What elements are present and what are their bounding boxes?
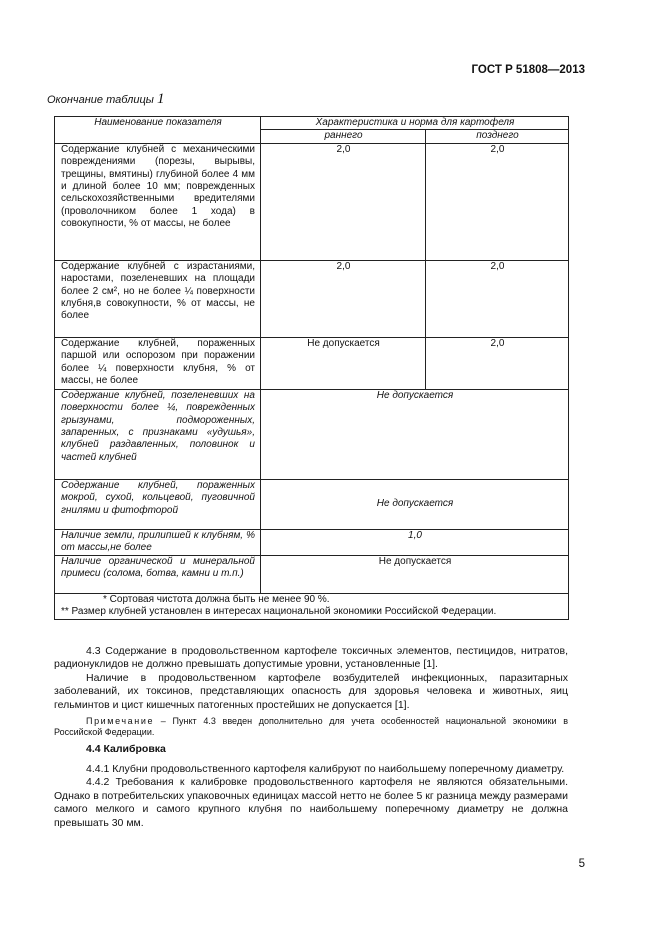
row-name: Наличие органической и минеральной примеси (солома, ботва, камни и т.п.): [55, 555, 261, 593]
paragraph-4-4-1: 4.4.1 Клубни продовольственного картофеля калибруют по наибольшему поперечному диаметру.: [86, 763, 565, 775]
document-code: ГОСТ Р 51808—2013: [471, 64, 585, 76]
header-indicator-name: Наименование показателя: [55, 117, 261, 144]
table-caption-number: 1: [156, 91, 165, 107]
footnotes: [55, 593, 569, 619]
value-both: Не допускается: [261, 389, 569, 479]
footnote-size: ** Размер клубней установлен в интересах национальной экономики Российской Федерации.: [61, 606, 497, 618]
value-early: 2,0: [261, 143, 426, 260]
footnote-variety: * Сортовая чистота должна быть не менее 90 %.: [103, 593, 330, 605]
value-late: 2,0: [426, 260, 569, 337]
table-row: [55, 479, 569, 529]
row-name: Наличие земли, прилипшей к клубням, % от массы,не более: [55, 529, 261, 555]
header-early: раннего: [261, 130, 426, 143]
paragraph-4-4-2: 4.4.2 Требования к калибровке продовольственного картофеля не являются обязательными. Однако в потребительских упаковочных единицах массой нетто не более 5 кг разница между размерами самого мелкого и самого крупного клубня по наибольшему поперечному диаметру не должна превышать 30 мм.: [54, 776, 568, 829]
value-early: 2,0: [261, 260, 426, 337]
row-name: Содержание клубней с механическими повреждениями (порезы, вырывы, трещины, вмятины) глубиной более 4 мм и длиной более 10 мм; поврежденных сельскохозяйственными вредителями (проволочником более 1 хода) в совокупности, % от массы, не более: [55, 143, 261, 260]
note-label: Примечание: [86, 716, 155, 726]
table-row: [55, 389, 569, 479]
header-late: позднего: [426, 130, 569, 143]
table-row: [55, 143, 569, 260]
note: [54, 716, 568, 738]
row-name: Содержание клубней, пораженных мокрой, сухой, кольцевой, пуговичной гнилями и фитофторой: [55, 479, 261, 529]
paragraph-4-3: 4.3 Содержание в продовольственном картофеле токсичных элементов, пестицидов, нитратов, радионуклидов не должно превышать допустимые уровни, установленные [1].: [54, 645, 568, 671]
calibration-paragraphs: [54, 763, 568, 830]
value-late: 2,0: [426, 143, 569, 260]
row-name: Содержание клубней с израстаниями, наростами, позеленевших на площади более 2 см², но не более ¼ поверхности клубня,в совокупности, % от массы, не более: [55, 260, 261, 337]
value-both: Не допускается: [261, 479, 569, 529]
table-caption-text: Окончание таблицы: [47, 94, 154, 106]
paragraph-4-3-infections: Наличие в продовольственном картофеле возбудителей инфекционных, паразитарных заболеваний, их токсинов, представляющих опасность для здоровья человека и животных, яиц гельминтов и цист кишечных патогенных простейших не допускается [1].: [54, 671, 568, 711]
table-row: [55, 337, 569, 389]
table-row: [55, 555, 569, 593]
footnotes-row: [55, 593, 569, 619]
section-title-calibration: 4.4 Калибровка: [86, 743, 166, 755]
value-late: 2,0: [426, 337, 569, 389]
table-row: [55, 260, 569, 337]
table-row: [55, 529, 569, 555]
value-both: Не допускается: [261, 555, 569, 593]
requirements-table: [54, 116, 569, 620]
page-number: 5: [578, 858, 585, 870]
note-text: – Пункт 4.3 введен дополнительно для учета особенностей национальной экономики в Российской Федерации.: [54, 716, 568, 738]
value-early: Не допускается: [261, 337, 426, 389]
table-caption: [47, 91, 164, 108]
row-name: Содержание клубней, позеленевших на поверхности более ¼, поврежденных грызунами, подмороженных, запаренных, с признаками «удушья», клубней раздавленных, половинок и частей клубней: [55, 389, 261, 479]
value-both: 1,0: [261, 529, 569, 555]
body-paragraphs: [54, 645, 568, 712]
row-name: Содержание клубней, пораженных паршой или оспорозом при поражении более ¼ поверхности клубня, % от массы, не более: [55, 337, 261, 389]
header-characteristic: Характеристика и норма для картофеля: [261, 117, 569, 130]
